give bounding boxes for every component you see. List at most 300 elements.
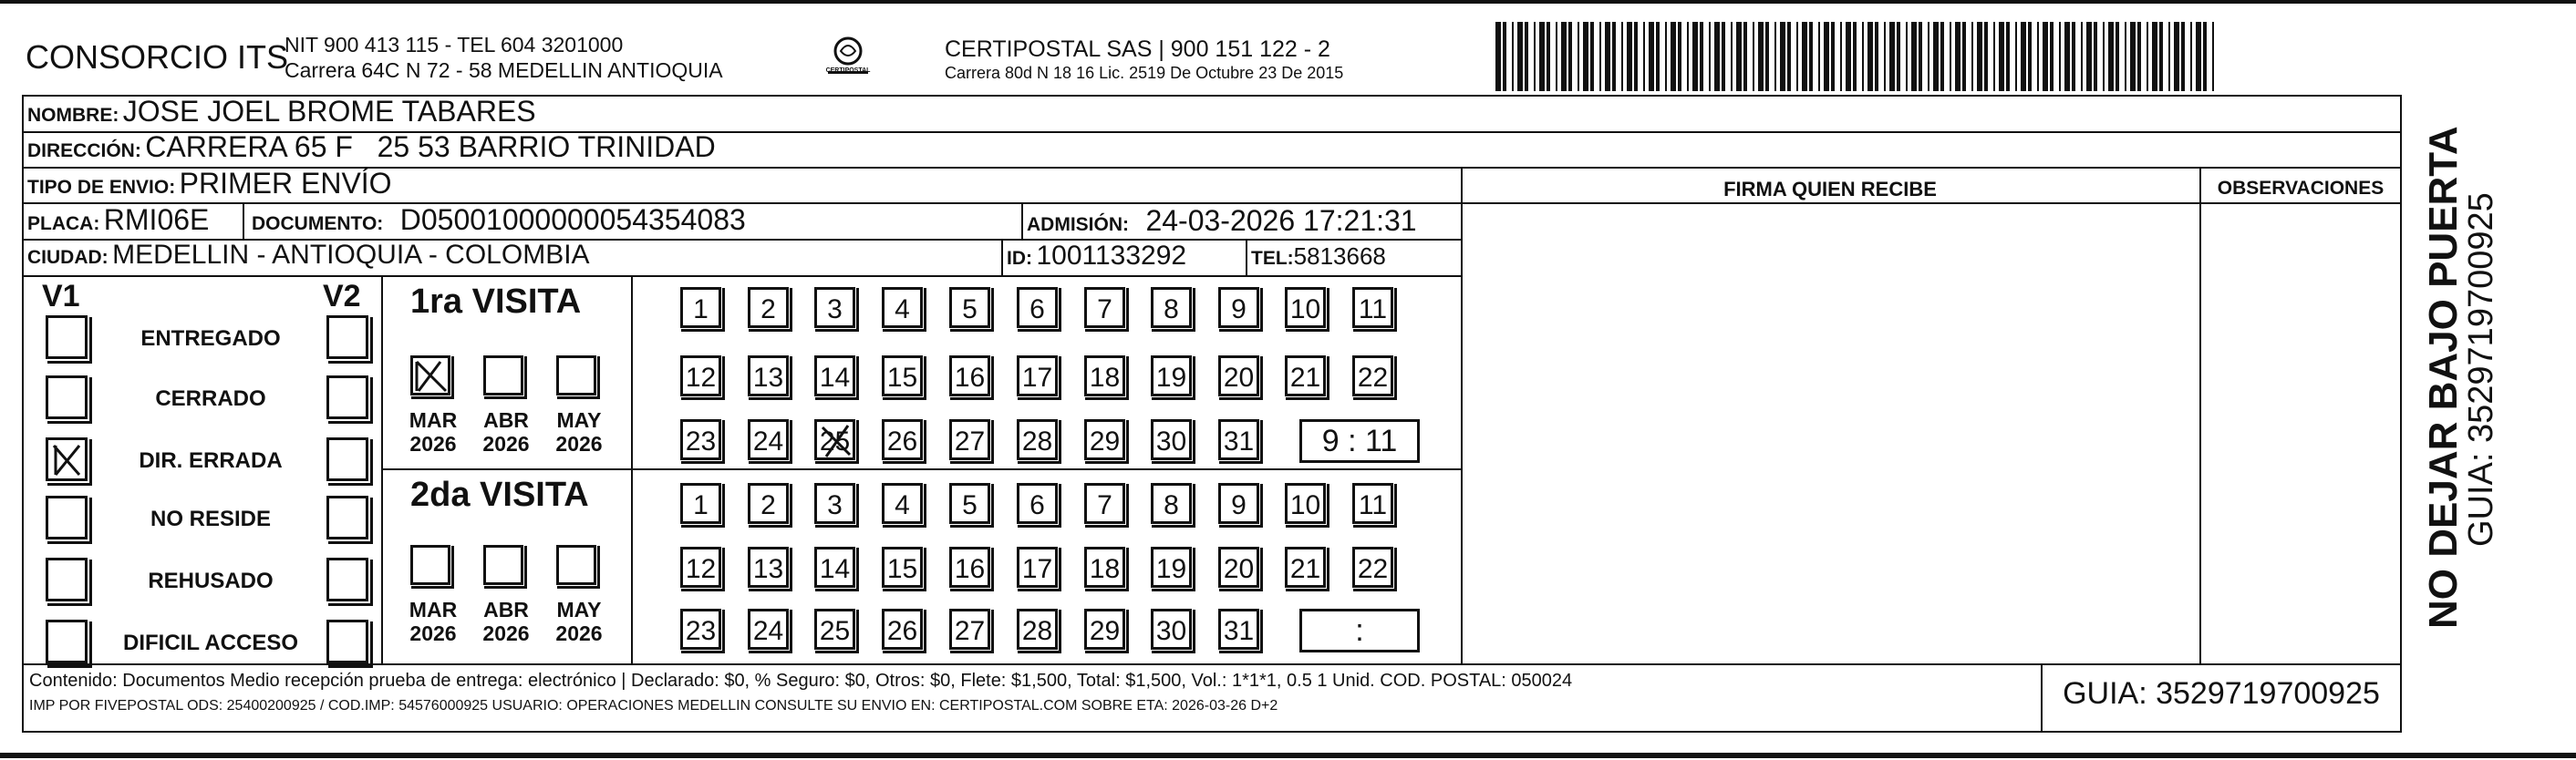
barcode-bar bbox=[1999, 22, 2004, 91]
barcode-bar bbox=[2125, 22, 2126, 91]
day-number: 5 bbox=[962, 490, 978, 520]
day-box[interactable] bbox=[1084, 419, 1125, 460]
day-number: 29 bbox=[1089, 426, 1121, 457]
barcode-bar bbox=[2086, 22, 2092, 91]
barcode-bar bbox=[2028, 22, 2032, 91]
day-box[interactable] bbox=[1017, 419, 1058, 460]
ciudad-value: MEDELLIN - ANTIOQUIA - COLOMBIA bbox=[112, 240, 590, 270]
day-number: 2 bbox=[760, 294, 776, 324]
barcode-bar bbox=[1503, 22, 1506, 91]
day-number: 18 bbox=[1089, 363, 1121, 393]
placa-value: RMI06E bbox=[103, 203, 210, 236]
day-number: 17 bbox=[1021, 363, 1053, 393]
day-number: 5 bbox=[962, 294, 978, 324]
day-box[interactable] bbox=[1151, 609, 1192, 650]
barcode-bar bbox=[1897, 22, 1900, 91]
day-number: 27 bbox=[954, 616, 986, 646]
day-box[interactable] bbox=[680, 547, 721, 588]
barcode-bar bbox=[2130, 22, 2136, 91]
barcode-bar bbox=[2181, 22, 2185, 91]
barcode-bar bbox=[1743, 22, 1747, 91]
day-number: 25 bbox=[819, 426, 851, 457]
day-number: 3 bbox=[827, 294, 843, 324]
barcode-bar bbox=[1539, 22, 1545, 91]
month-label bbox=[547, 598, 611, 645]
day-box[interactable] bbox=[748, 609, 789, 650]
header-company-nit: NIT 900 413 115 - TEL 604 3201000 bbox=[284, 33, 624, 56]
barcode-bar bbox=[2064, 22, 2070, 91]
status-label: ENTREGADO bbox=[140, 326, 281, 351]
day-number: 17 bbox=[1021, 554, 1053, 584]
barcode-bar bbox=[1940, 22, 1944, 91]
barcode-bar bbox=[1928, 22, 1929, 91]
tipo-envio-row bbox=[27, 167, 392, 200]
time-field[interactable] bbox=[1299, 609, 1420, 652]
barcode-bar bbox=[1862, 22, 1864, 91]
day-box[interactable] bbox=[680, 609, 721, 650]
barcode-bar bbox=[1950, 22, 1951, 91]
side-text-1: NO DEJAR BAJO PUERTA bbox=[2421, 126, 2466, 629]
barcode-bar bbox=[1840, 22, 1842, 91]
day-number: 21 bbox=[1289, 554, 1321, 584]
day-box[interactable] bbox=[814, 287, 855, 328]
barcode-bar bbox=[1525, 22, 1528, 91]
documento-value: D05001000000054354083 bbox=[399, 203, 746, 236]
barcode-bar bbox=[1962, 22, 1966, 91]
barcode-bar bbox=[1561, 22, 1567, 91]
barcode-bar bbox=[2147, 22, 2148, 91]
barcode-bar bbox=[1568, 22, 1572, 91]
day-box[interactable] bbox=[882, 547, 923, 588]
day-number: 2 bbox=[760, 490, 776, 520]
barcode-bar bbox=[1919, 22, 1922, 91]
day-box[interactable] bbox=[949, 355, 990, 396]
barcode-bar bbox=[2196, 22, 2201, 91]
day-number: 20 bbox=[1223, 554, 1255, 584]
barcode-bar bbox=[1634, 22, 1638, 91]
day-number: 16 bbox=[954, 554, 986, 584]
status-label: DIFICIL ACCESO bbox=[122, 631, 298, 655]
day-box[interactable] bbox=[1218, 419, 1259, 460]
day-number: 4 bbox=[895, 294, 910, 324]
day-number: 12 bbox=[685, 363, 717, 393]
footer-contenido: Contenido: Documentos Medio recepción prueba de entrega: electrónico | Declarado: $0, % Seguro: $0, Otros: $0, Flete: $1,500, Total: $1,500, Vol.: 1*1*1, 0.5 1 Unid. COD. POSTAL: 050024 bbox=[29, 671, 1573, 691]
day-number: 27 bbox=[954, 426, 986, 457]
status-label: CERRADO bbox=[155, 386, 266, 411]
day-number: 24 bbox=[752, 616, 784, 646]
v2-checkbox[interactable] bbox=[326, 437, 368, 481]
day-box[interactable] bbox=[1017, 355, 1058, 396]
barcode-bar bbox=[1984, 22, 1988, 91]
day-number: 12 bbox=[685, 554, 717, 584]
barcode-bar bbox=[2021, 22, 2026, 91]
day-number: 29 bbox=[1089, 616, 1121, 646]
barcode-bar bbox=[2137, 22, 2141, 91]
id-label: ID: bbox=[1007, 248, 1032, 269]
day-number: 28 bbox=[1021, 426, 1053, 457]
direccion-value: CARRERA 65 F 25 53 BARRIO TRINIDAD bbox=[145, 130, 716, 163]
barcode-bar bbox=[2006, 22, 2010, 91]
barcode-bar bbox=[1787, 22, 1791, 91]
barcode-bar bbox=[1780, 22, 1785, 91]
day-number: 31 bbox=[1223, 426, 1255, 457]
month-year: 2026 bbox=[409, 621, 457, 645]
day-number: 9 bbox=[1231, 490, 1247, 520]
day-box[interactable] bbox=[949, 419, 990, 460]
day-box[interactable] bbox=[949, 547, 990, 588]
barcode-bar bbox=[2190, 22, 2192, 91]
barcode-bar bbox=[2152, 22, 2157, 91]
day-box[interactable] bbox=[680, 355, 721, 396]
admision-value: 24-03-2026 17:21:31 bbox=[1145, 204, 1417, 237]
barcode-bar bbox=[1993, 22, 1995, 91]
ciudad-row bbox=[27, 240, 590, 271]
header-company: CONSORCIO ITS bbox=[26, 38, 289, 76]
barcode-bar bbox=[2037, 22, 2039, 91]
day-number: 1 bbox=[693, 294, 709, 324]
day-number: 26 bbox=[886, 426, 918, 457]
observaciones-label: OBSERVACIONES bbox=[2217, 178, 2385, 199]
second-visit-title: 2da VISITA bbox=[410, 476, 589, 514]
barcode-bar bbox=[1671, 22, 1676, 91]
day-number: 10 bbox=[1289, 490, 1321, 520]
bottom-border bbox=[0, 753, 2576, 758]
month-name: MAR bbox=[409, 408, 458, 432]
barcode-bar bbox=[1665, 22, 1667, 91]
barcode-bar bbox=[2043, 22, 2048, 91]
day-number: 15 bbox=[886, 554, 918, 584]
month-label bbox=[474, 408, 538, 456]
day-box[interactable] bbox=[882, 419, 923, 460]
barcode bbox=[1495, 22, 2225, 91]
day-number: 28 bbox=[1021, 616, 1053, 646]
barcode-bar bbox=[1583, 22, 1588, 91]
v2-label: V2 bbox=[323, 279, 361, 313]
month-year: 2026 bbox=[409, 432, 457, 456]
time-value: 9 : 11 bbox=[1321, 424, 1398, 458]
barcode-bar bbox=[1649, 22, 1654, 91]
day-number: 1 bbox=[693, 490, 709, 520]
barcode-bar bbox=[2168, 22, 2170, 91]
barcode-bar bbox=[1612, 22, 1616, 91]
barcode-bar bbox=[1547, 22, 1550, 91]
day-box[interactable] bbox=[1352, 483, 1393, 524]
day-number: 15 bbox=[886, 363, 918, 393]
tipo-envio-label: TIPO DE ENVIO: bbox=[27, 177, 176, 198]
day-box[interactable] bbox=[1352, 287, 1393, 328]
v2-checkbox[interactable] bbox=[326, 315, 368, 359]
certipostal-logo bbox=[821, 33, 875, 87]
day-number: 7 bbox=[1097, 294, 1112, 324]
barcode-bar bbox=[1911, 22, 1917, 91]
header-courier-address: Carrera 80d N 18 16 Lic. 2519 De Octubre 23 De 2015 bbox=[945, 64, 1344, 82]
direccion-row bbox=[27, 130, 716, 164]
day-box[interactable] bbox=[1218, 355, 1259, 396]
day-box[interactable] bbox=[949, 609, 990, 650]
barcode-bar bbox=[1758, 22, 1764, 91]
day-box[interactable] bbox=[1352, 355, 1393, 396]
day-box[interactable] bbox=[814, 419, 855, 460]
month-label bbox=[401, 598, 465, 645]
day-box[interactable] bbox=[680, 287, 721, 328]
top-border bbox=[0, 0, 2576, 4]
v1-checkbox[interactable] bbox=[46, 620, 88, 663]
barcode-bar bbox=[1796, 22, 1798, 91]
barcode-bar bbox=[2103, 22, 2105, 91]
day-number: 16 bbox=[954, 363, 986, 393]
day-box[interactable] bbox=[680, 483, 721, 524]
time-field[interactable] bbox=[1299, 419, 1420, 463]
barcode-bar bbox=[1971, 22, 1973, 91]
barcode-bar bbox=[1692, 22, 1698, 91]
month-name: ABR bbox=[483, 598, 529, 621]
day-box[interactable] bbox=[882, 355, 923, 396]
barcode-bar bbox=[2094, 22, 2097, 91]
barcode-bar bbox=[2159, 22, 2163, 91]
v1-checkbox[interactable] bbox=[46, 375, 88, 419]
day-box[interactable] bbox=[1218, 287, 1259, 328]
day-box[interactable] bbox=[680, 419, 721, 460]
barcode-bar bbox=[1578, 22, 1579, 91]
barcode-bar bbox=[1955, 22, 1960, 91]
barcode-bar bbox=[1818, 22, 1820, 91]
firma-label: FIRMA QUIEN RECIBE bbox=[1723, 178, 1937, 200]
day-number: 3 bbox=[827, 490, 843, 520]
barcode-bar bbox=[1517, 22, 1523, 91]
day-box[interactable] bbox=[748, 483, 789, 524]
day-number: 30 bbox=[1155, 616, 1187, 646]
logo-text: CERTIPOSTAL bbox=[825, 67, 871, 74]
tel-row bbox=[1251, 242, 1386, 271]
barcode-bar bbox=[2050, 22, 2054, 91]
day-number: 22 bbox=[1357, 363, 1389, 393]
day-number: 14 bbox=[819, 554, 851, 584]
barcode-bar bbox=[1753, 22, 1754, 91]
barcode-bar bbox=[1495, 22, 1501, 91]
month-name: MAY bbox=[556, 598, 602, 621]
day-box[interactable] bbox=[1151, 419, 1192, 460]
day-box[interactable] bbox=[1084, 547, 1125, 588]
barcode-bar bbox=[1884, 22, 1886, 91]
status-label: REHUSADO bbox=[148, 569, 274, 593]
barcode-bar bbox=[1731, 22, 1733, 91]
month-year: 2026 bbox=[482, 432, 530, 456]
day-box[interactable] bbox=[949, 287, 990, 328]
barcode-bar bbox=[1678, 22, 1681, 91]
month-name: ABR bbox=[483, 408, 529, 432]
barcode-bar bbox=[1846, 22, 1851, 91]
day-box[interactable] bbox=[1151, 355, 1192, 396]
documento-row bbox=[252, 203, 746, 237]
day-box[interactable] bbox=[814, 483, 855, 524]
nombre-row bbox=[27, 95, 536, 128]
day-box[interactable] bbox=[1151, 547, 1192, 588]
day-number: 22 bbox=[1357, 554, 1389, 584]
month-year: 2026 bbox=[555, 621, 603, 645]
day-number: 23 bbox=[685, 616, 717, 646]
month-checkbox-mar[interactable] bbox=[410, 355, 450, 395]
v1-checkbox[interactable] bbox=[46, 315, 88, 359]
day-number: 6 bbox=[1029, 490, 1045, 520]
barcode-bar bbox=[1643, 22, 1645, 91]
status-label: NO RESIDE bbox=[150, 507, 272, 531]
barcode-bar bbox=[1774, 22, 1776, 91]
v2-checkbox[interactable] bbox=[326, 375, 368, 419]
id-value: 1001133292 bbox=[1036, 241, 1187, 271]
barcode-bar bbox=[1824, 22, 1829, 91]
header-courier: CERTIPOSTAL SAS | 900 151 122 - 2 bbox=[945, 36, 1330, 62]
documento-label: DOCUMENTO: bbox=[252, 213, 384, 234]
id-row bbox=[1007, 241, 1186, 272]
day-box[interactable] bbox=[748, 419, 789, 460]
day-box[interactable] bbox=[1352, 547, 1393, 588]
admision-label: ADMISIÓN: bbox=[1027, 214, 1129, 235]
day-number: 21 bbox=[1289, 363, 1321, 393]
day-number: 8 bbox=[1164, 490, 1179, 520]
tel-value: 5813668 bbox=[1293, 242, 1386, 270]
barcode-bar bbox=[1621, 22, 1623, 91]
barcode-bar bbox=[1687, 22, 1689, 91]
month-label bbox=[474, 598, 538, 645]
barcode-bar bbox=[2203, 22, 2207, 91]
v1-label: V1 bbox=[42, 279, 80, 313]
day-box[interactable] bbox=[748, 287, 789, 328]
v2-checkbox[interactable] bbox=[326, 558, 368, 601]
month-year: 2026 bbox=[482, 621, 530, 645]
barcode-bar bbox=[1867, 22, 1873, 91]
day-box[interactable] bbox=[814, 355, 855, 396]
day-number: 26 bbox=[886, 616, 918, 646]
day-box[interactable] bbox=[814, 609, 855, 650]
day-box[interactable] bbox=[1017, 547, 1058, 588]
day-box[interactable] bbox=[1017, 483, 1058, 524]
day-number: 7 bbox=[1097, 490, 1112, 520]
day-number: 31 bbox=[1223, 616, 1255, 646]
barcode-bar bbox=[2174, 22, 2179, 91]
day-number: 19 bbox=[1155, 554, 1187, 584]
v1-checkbox[interactable] bbox=[46, 496, 88, 539]
day-box[interactable] bbox=[1285, 287, 1326, 328]
barcode-bar bbox=[1933, 22, 1939, 91]
status-label: DIR. ERRADA bbox=[139, 448, 283, 473]
day-number: 8 bbox=[1164, 294, 1179, 324]
day-box[interactable] bbox=[1017, 287, 1058, 328]
month-year: 2026 bbox=[555, 432, 603, 456]
day-box[interactable] bbox=[882, 609, 923, 650]
day-box[interactable] bbox=[1285, 483, 1326, 524]
barcode-bar bbox=[1875, 22, 1878, 91]
placa-row bbox=[27, 203, 209, 237]
month-checkbox-may[interactable] bbox=[556, 545, 596, 585]
footer-guia: GUIA: 3529719700925 bbox=[2063, 676, 2380, 711]
barcode-bar bbox=[1656, 22, 1660, 91]
v2-checkbox[interactable] bbox=[326, 496, 368, 539]
month-label bbox=[401, 408, 465, 456]
barcode-bar bbox=[1831, 22, 1835, 91]
barcode-bar bbox=[2081, 22, 2083, 91]
nombre-label: NOMBRE: bbox=[27, 105, 119, 126]
barcode-bar bbox=[2059, 22, 2061, 91]
day-number: 24 bbox=[752, 426, 784, 457]
ciudad-label: CIUDAD: bbox=[27, 247, 109, 268]
barcode-bar bbox=[2108, 22, 2114, 91]
header-company-address: Carrera 64C N 72 - 58 MEDELLIN ANTIOQUIA bbox=[284, 58, 723, 82]
tipo-envio-value: PRIMER ENVÍO bbox=[179, 167, 392, 200]
barcode-bar bbox=[1977, 22, 1982, 91]
side-text-2: GUIA: 3529719700925 bbox=[2462, 192, 2500, 547]
day-box[interactable] bbox=[1218, 547, 1259, 588]
month-checkbox-mar[interactable] bbox=[410, 545, 450, 585]
month-name: MAR bbox=[409, 598, 458, 621]
barcode-bar bbox=[1700, 22, 1703, 91]
footer-imp: IMP POR FIVEPOSTAL ODS: 25400200925 / COD.IMP: 54576000925 USUARIO: OPERACIONES MEDELLIN CONSULTE SU ENVIO EN: CERTIPOSTAL.COM SOBRE ETA: 2026-03-26 D+2 bbox=[29, 698, 1278, 714]
day-box[interactable] bbox=[814, 547, 855, 588]
day-box[interactable] bbox=[748, 355, 789, 396]
day-number: 10 bbox=[1289, 294, 1321, 324]
barcode-bar bbox=[1889, 22, 1895, 91]
day-box[interactable] bbox=[1218, 483, 1259, 524]
day-box[interactable] bbox=[1084, 609, 1125, 650]
barcode-bar bbox=[2015, 22, 2017, 91]
day-number: 23 bbox=[685, 426, 717, 457]
barcode-bar bbox=[1802, 22, 1807, 91]
first-visit-title: 1ra VISITA bbox=[410, 282, 582, 321]
barcode-bar bbox=[1556, 22, 1557, 91]
barcode-bar bbox=[1809, 22, 1813, 91]
barcode-bar bbox=[1736, 22, 1742, 91]
day-box[interactable] bbox=[949, 483, 990, 524]
day-box[interactable] bbox=[1151, 287, 1192, 328]
v1-checkbox[interactable] bbox=[46, 437, 88, 481]
month-checkbox-abr[interactable] bbox=[483, 355, 523, 395]
day-box[interactable] bbox=[1017, 609, 1058, 650]
barcode-bar bbox=[1605, 22, 1610, 91]
month-checkbox-may[interactable] bbox=[556, 355, 596, 395]
day-number: 14 bbox=[819, 363, 851, 393]
day-box[interactable] bbox=[882, 483, 923, 524]
v1-checkbox[interactable] bbox=[46, 558, 88, 601]
barcode-bar bbox=[2116, 22, 2119, 91]
month-label bbox=[547, 408, 611, 456]
barcode-bar bbox=[2212, 22, 2214, 91]
day-box[interactable] bbox=[1084, 287, 1125, 328]
barcode-bar bbox=[1599, 22, 1601, 91]
barcode-bar bbox=[1714, 22, 1720, 91]
day-box[interactable] bbox=[1285, 547, 1326, 588]
day-number: 4 bbox=[895, 490, 910, 520]
day-box[interactable] bbox=[1084, 355, 1125, 396]
day-number: 20 bbox=[1223, 363, 1255, 393]
day-number: 19 bbox=[1155, 363, 1187, 393]
day-box[interactable] bbox=[1218, 609, 1259, 650]
day-box[interactable] bbox=[748, 547, 789, 588]
day-box[interactable] bbox=[1285, 355, 1326, 396]
day-box[interactable] bbox=[1084, 483, 1125, 524]
placa-label: PLACA: bbox=[27, 213, 100, 234]
day-number: 11 bbox=[1358, 294, 1388, 324]
barcode-bar bbox=[1722, 22, 1725, 91]
v2-checkbox[interactable] bbox=[326, 620, 368, 663]
nombre-value: JOSE JOEL BROME TABARES bbox=[122, 95, 536, 128]
day-number: 18 bbox=[1089, 554, 1121, 584]
barcode-bar bbox=[1590, 22, 1594, 91]
day-number: 11 bbox=[1358, 490, 1388, 520]
day-box[interactable] bbox=[882, 287, 923, 328]
day-box[interactable] bbox=[1151, 483, 1192, 524]
barcode-bar bbox=[1709, 22, 1711, 91]
month-checkbox-abr[interactable] bbox=[483, 545, 523, 585]
tel-label: TEL: bbox=[1251, 248, 1294, 269]
